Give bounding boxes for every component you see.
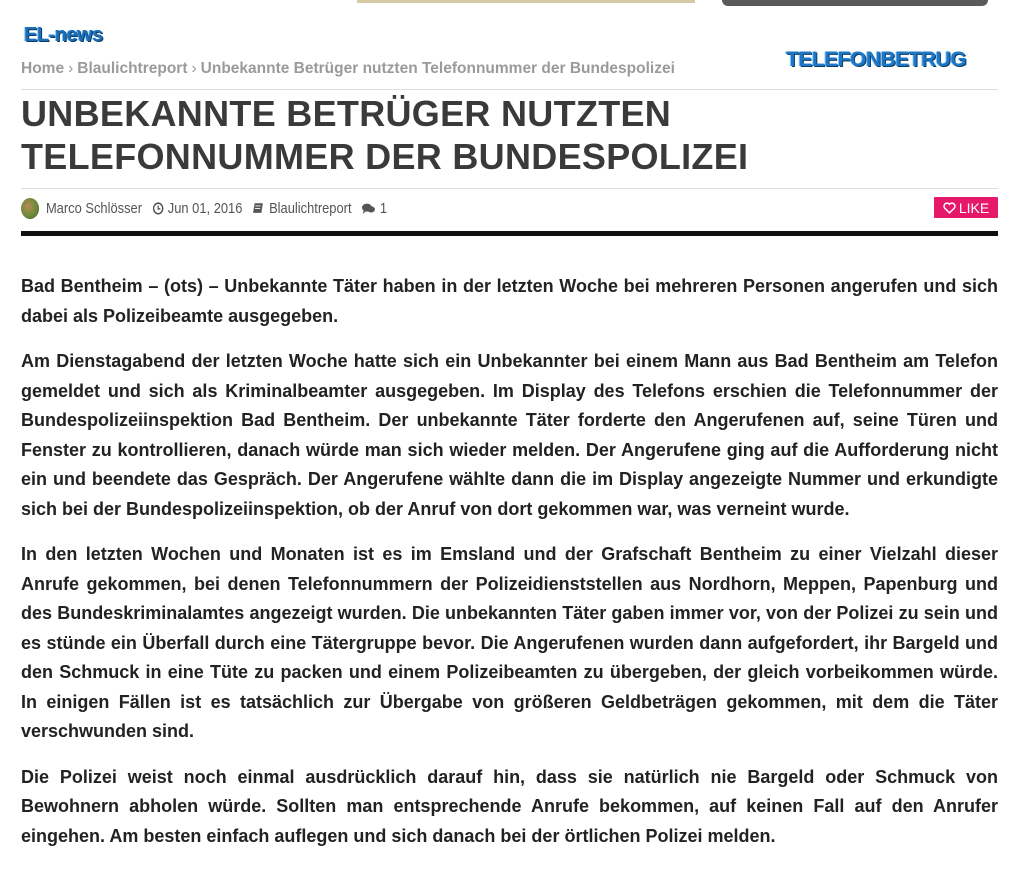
breadcrumb-category-link[interactable]: Blaulichtreport [77,60,188,77]
top-banner-image-left[interactable] [357,0,695,3]
comments-meta[interactable] [362,200,387,217]
divider [21,188,998,189]
site-logo[interactable]: EL-news [24,24,103,46]
post-date: Jun 01, 2016 [167,199,243,217]
date-meta [152,200,242,217]
heart-icon [943,202,956,214]
like-button[interactable] [934,197,998,218]
author-link[interactable]: Marco Schlösser [45,199,143,217]
article-paragraph: Am Dienstagabend der letzten Woche hatte sich ein Unbekannter bei einem Mann aus Bad Bentheim am Telefon gemeldet und sich als Kriminalbeamter ausgegeben. Im Display des Telefons erschien die Telefonnummer der Bundespolizeiinspektion Bad Bentheim. Der unbekannte Täter forderte den Angerufenen auf, seine Türen und Fenster zu kontrollieren, danach würde man sich wieder melden. Der Angerufene ging auf die Aufforderung nicht ein und beendete das Gespräch. Der Angerufene wählte dann die im Display angezeigte Nummer und erkundigte sich bei der Bundespolizeiinspektion, ob der Anruf von dort gekommen war, was verneint wurde. [21,351,998,519]
chevron-right-icon: › [68,60,74,77]
comment-icon [362,202,376,215]
category-meta[interactable] [253,200,352,217]
comment-count[interactable]: 1 [379,199,388,217]
top-banner-image-right[interactable] [722,0,988,6]
page-title: UNBEKANNTE BETRÜGER NUTZTEN TELEFONNUMMER DER BUNDESPOLIZEI [21,93,749,177]
book-icon [253,202,265,215]
topic-tag-logo: TELEFONBETRUG [786,48,967,71]
chevron-right-icon: › [191,60,197,77]
like-label: LIKE [958,199,990,216]
category-link[interactable]: Blaulichtreport [269,199,352,217]
divider [21,89,998,90]
article-paragraph: Die Polizei weist noch einmal ausdrücklich darauf hin, dass sie natürlich nie Bargeld oder Schmuck von Bewohnern abholen würde. Sollten man entsprechende Anrufe bekommen, auf keinen Fall auf den Anrufer eingehen. Am besten einfach auflegen und sich danach bei der örtlichen Polizei melden. [21,766,998,846]
article-paragraph: In den letzten Wochen und Monaten ist es im Emsland und der Grafschaft Bentheim zu einer Vielzahl dieser Anrufe gekommen, bei denen Telefonnummern der Polizeidienststellen aus Nordhorn, Meppen, Papenburg und des Bundeskriminalamtes angezeigt wurden. Die unbekannten Täter gaben immer vor, von der Polizei zu sein und es stünde ein Überfall durch eine Tätergruppe bevor. Die Angerufenen wurden dann aufgefordert, ihr Bargeld und den Schmuck in eine Tüte zu packen und einem Polizeibeamten zu übergeben, der gleich vorbeikommen würde. In einigen Fällen ist es tatsächlich zur Übergabe von größeren Geldbeträgen gekommen, mit dem die Täter verschwunden sind. [21,544,998,741]
article-paragraph: Bad Bentheim – (ots) – Unbekannte Täter haben in der letzten Woche bei mehreren Personen angerufen und sich dabei als Polizeibeamte ausgegeben. [21,276,998,326]
clock-icon [152,202,163,215]
breadcrumb [21,60,675,78]
article-body [21,272,998,867]
article-meta [21,196,397,220]
breadcrumb-home-link[interactable]: Home [21,60,65,77]
title-underline [21,231,998,236]
avatar[interactable] [21,198,39,219]
breadcrumb-current: Unbekannte Betrüger nutzten Telefonnummer der Bundespolizei [200,60,675,77]
